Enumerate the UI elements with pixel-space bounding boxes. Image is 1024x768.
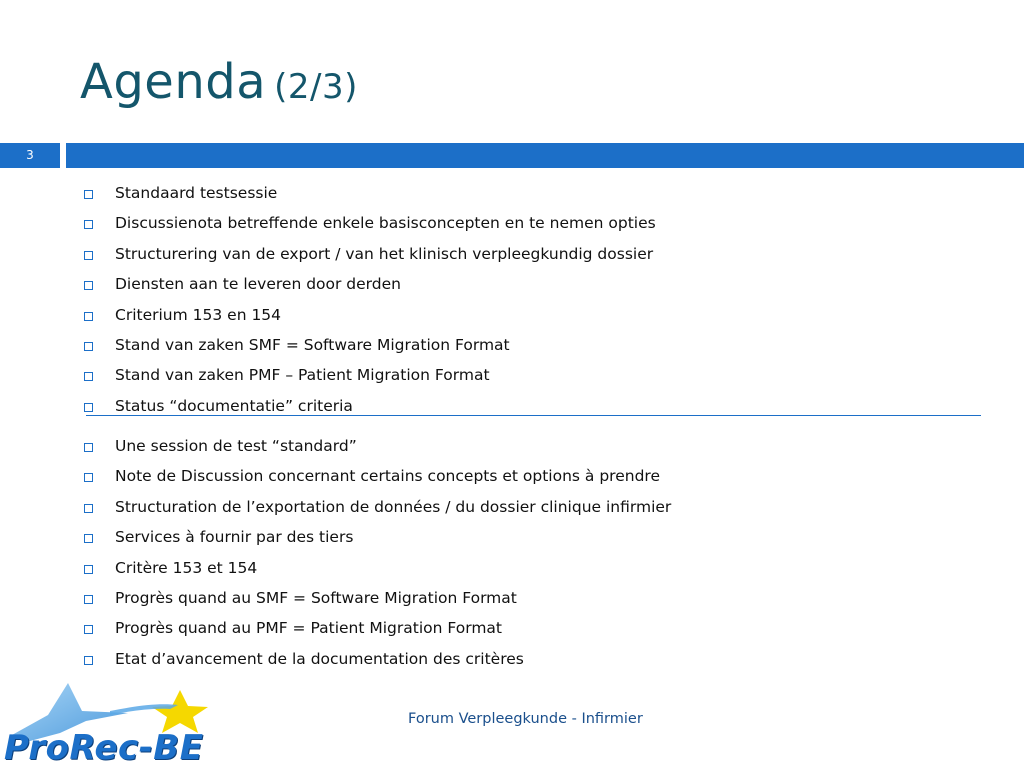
square-bullet-icon <box>84 595 93 604</box>
agenda-item-fr <box>80 466 671 496</box>
agenda-item-text: Services à fournir par des tiers <box>115 528 354 547</box>
agenda-item-nl <box>80 305 656 335</box>
agenda-item-nl <box>80 213 656 243</box>
agenda-item-fr <box>80 618 671 648</box>
agenda-item-text: Stand van zaken SMF = Software Migration Format <box>115 335 510 354</box>
square-bullet-icon <box>84 504 93 513</box>
slide-title-main: Agenda <box>80 54 267 110</box>
agenda-item-fr <box>80 588 671 618</box>
slide-title <box>80 52 358 117</box>
agenda-item-nl <box>80 396 656 426</box>
agenda-item-text: Discussienota betreffende enkele basisconcepten en te nemen opties <box>115 214 656 233</box>
yellow-star-icon <box>152 690 208 733</box>
agenda-item-text: Critère 153 et 154 <box>115 558 258 577</box>
agenda-item-text: Etat d’avancement de la documentation des critères <box>115 649 524 668</box>
logo-text: ProRec-BE <box>4 728 204 768</box>
agenda-item-text: Structuration de l’exportation de données / du dossier clinique infirmier <box>115 497 672 516</box>
agenda-item-fr <box>80 558 671 588</box>
agenda-item-fr <box>80 527 671 557</box>
agenda-item-text: Progrès quand au PMF = Patient Migration Format <box>115 619 503 638</box>
square-bullet-icon <box>84 372 93 381</box>
agenda-item-nl <box>80 183 656 213</box>
square-bullet-icon <box>84 251 93 260</box>
header-rule <box>66 143 1024 168</box>
agenda-item-text: Diensten aan te leveren door derden <box>115 275 401 294</box>
agenda-item-nl <box>80 274 656 304</box>
agenda-item-text: Note de Discussion concernant certains concepts et options à prendre <box>115 467 660 486</box>
agenda-item-text: Status “documentatie” criteria <box>115 396 353 415</box>
agenda-item-nl <box>80 365 656 395</box>
square-bullet-icon <box>84 190 93 199</box>
slide-title-suffix: (2/3) <box>274 67 358 107</box>
agenda-item-fr <box>80 497 671 527</box>
square-bullet-icon <box>84 342 93 351</box>
agenda-item-text: Standaard testsessie <box>115 184 278 202</box>
agenda-item-text: Stand van zaken PMF – Patient Migration Format <box>115 366 490 385</box>
square-bullet-icon <box>84 443 93 452</box>
agenda-list-nl <box>80 183 656 426</box>
square-bullet-icon <box>84 534 93 543</box>
agenda-item-text: Criterium 153 en 154 <box>115 305 282 324</box>
square-bullet-icon <box>84 403 93 412</box>
language-divider <box>86 415 981 416</box>
agenda-item-nl <box>80 335 656 365</box>
footer-text: Forum Verpleegkunde - Infirmier <box>408 711 643 727</box>
agenda-item-nl <box>80 244 656 274</box>
agenda-item-fr <box>80 436 671 466</box>
square-bullet-icon <box>84 625 93 634</box>
square-bullet-icon <box>84 312 93 321</box>
agenda-item-text: Structurering van de export / van het klinisch verpleegkundig dossier <box>115 244 654 263</box>
agenda-item-text: Progrès quand au SMF = Software Migration Format <box>115 588 517 607</box>
square-bullet-icon <box>84 656 93 665</box>
agenda-item-text: Une session de test “standard” <box>115 437 357 455</box>
slide-number: 3 <box>0 143 60 168</box>
agenda-list-fr <box>80 436 671 679</box>
square-bullet-icon <box>84 473 93 482</box>
square-bullet-icon <box>84 220 93 229</box>
square-bullet-icon <box>84 565 93 574</box>
square-bullet-icon <box>84 281 93 290</box>
